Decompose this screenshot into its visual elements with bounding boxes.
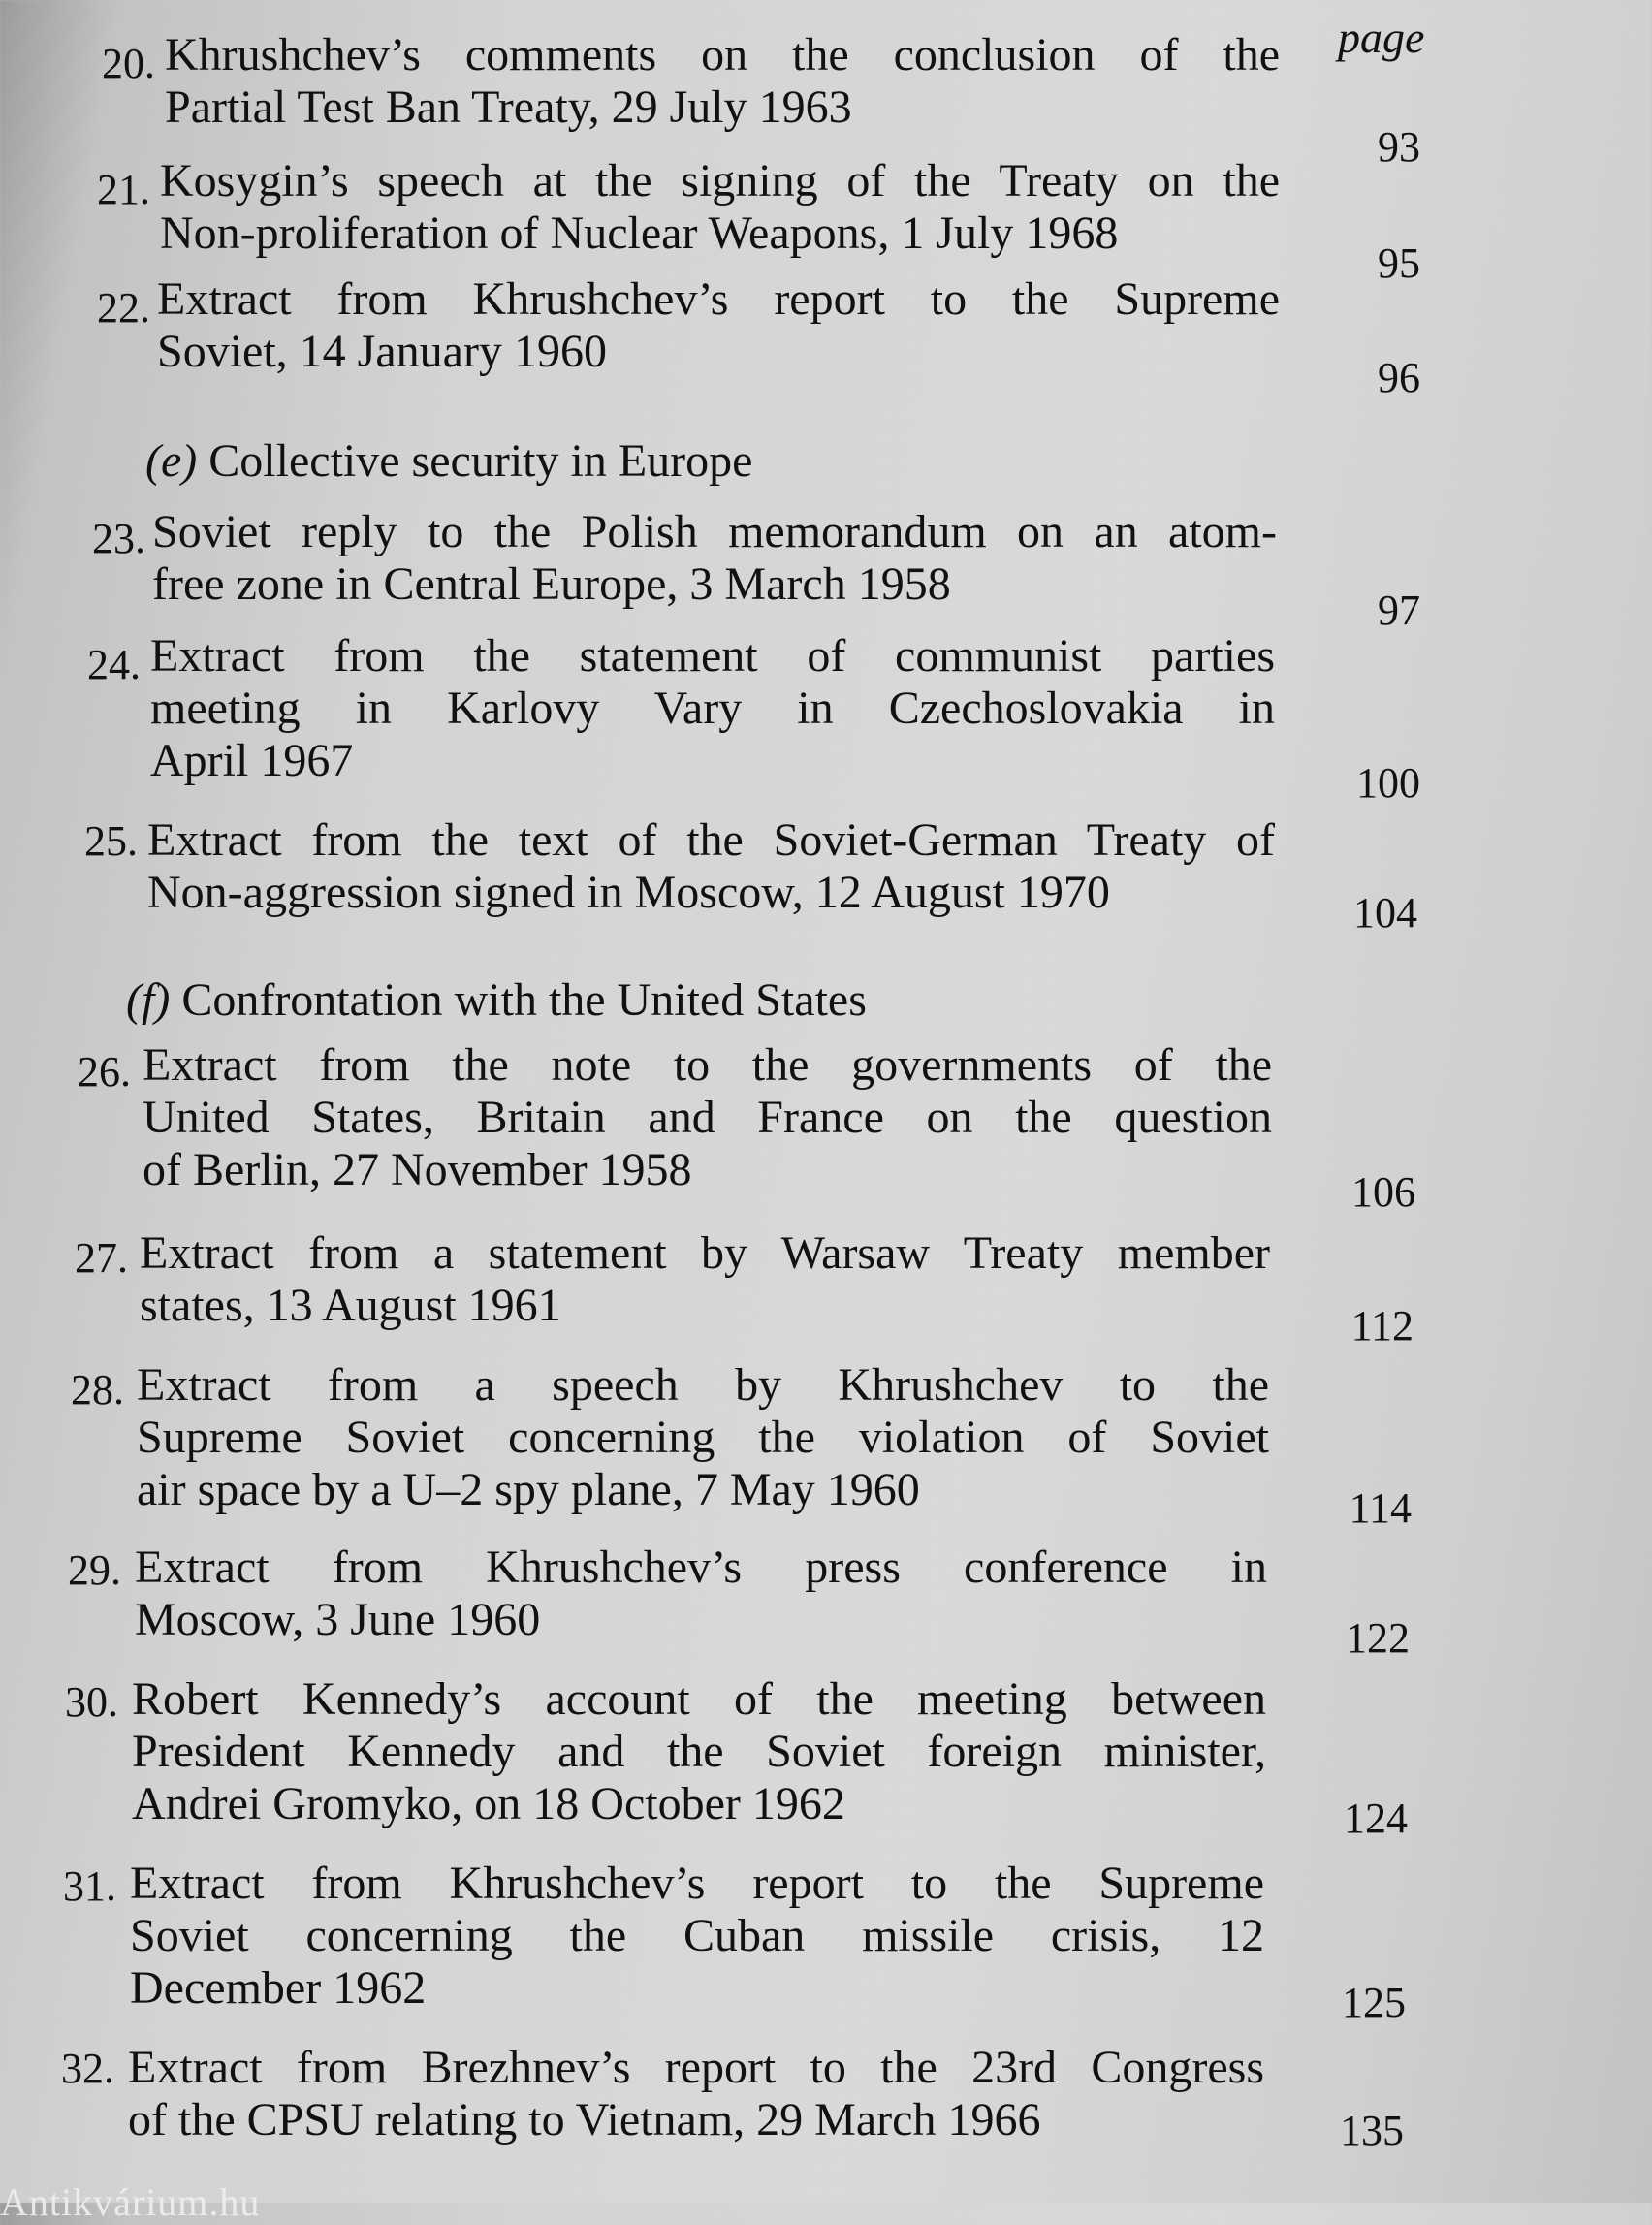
entry-line: Kosygin’s speech at the signing of the Treaty on the xyxy=(160,155,1280,207)
entry-number: 31. xyxy=(63,1862,116,1910)
entry-line: of Berlin, 27 November 1958 xyxy=(143,1144,692,1195)
entry-text xyxy=(147,814,1275,919)
entry-line: Extract from the text of the Soviet-German Treaty of xyxy=(147,814,1275,866)
entry-number: 27. xyxy=(75,1234,128,1282)
entry-number: 32. xyxy=(61,2045,114,2092)
section-letter: (e) xyxy=(145,435,198,487)
entry-text xyxy=(143,1039,1272,1196)
entry-number: 22. xyxy=(97,284,150,332)
entry-text xyxy=(135,1542,1267,1646)
entry-line: Extract from the note to the governments of the xyxy=(143,1039,1272,1091)
entry-text xyxy=(150,630,1275,787)
entry-page-number: 104 xyxy=(1353,889,1417,937)
entry-line: Soviet concerning the Cuban missile crisis, 12 xyxy=(130,1910,1264,1961)
entry-number: 24. xyxy=(87,641,141,688)
entry-text xyxy=(160,155,1280,260)
entry-line: Soviet reply to the Polish memorandum on an atom- xyxy=(152,506,1277,557)
entry-page-number: 124 xyxy=(1344,1795,1408,1842)
entry-page-number: 112 xyxy=(1350,1302,1414,1350)
entry-line: Extract from Khrushchev’s report to the Supreme xyxy=(130,1858,1264,1909)
entry-number: 25. xyxy=(84,817,138,865)
entry-line: April 1967 xyxy=(150,735,354,786)
entry-text xyxy=(132,1673,1266,1830)
entry-page-number: 100 xyxy=(1356,759,1420,807)
entry-text xyxy=(152,506,1277,611)
entry-number: 29. xyxy=(68,1546,121,1594)
section-heading-f xyxy=(126,973,867,1027)
entry-page-number: 125 xyxy=(1342,1979,1406,2026)
entry-text xyxy=(128,2042,1264,2146)
entry-line: states, 13 August 1961 xyxy=(140,1280,561,1331)
entry-line: Supreme Soviet concerning the violation of Soviet xyxy=(137,1412,1269,1463)
entry-line: Partial Test Ban Treaty, 29 July 1963 xyxy=(165,81,852,133)
entry-line: Extract from a speech by Khrushchev to the xyxy=(137,1359,1269,1411)
entry-line: Moscow, 3 June 1960 xyxy=(135,1594,541,1645)
section-title: Collective security in Europe xyxy=(208,435,753,487)
entry-number: 20. xyxy=(102,40,155,87)
entry-line: meeting in Karlovy Vary in Czechoslovakia in xyxy=(150,683,1275,734)
entry-line: December 1962 xyxy=(130,1962,427,2014)
entry-number: 26. xyxy=(78,1048,131,1096)
entry-number: 28. xyxy=(71,1366,124,1414)
entry-line: of the CPSU relating to Vietnam, 29 March 1966 xyxy=(128,2094,1041,2146)
entry-number: 30. xyxy=(65,1678,118,1726)
section-heading-e xyxy=(145,434,752,488)
entry-line: Extract from a statement by Warsaw Treaty member xyxy=(140,1227,1270,1279)
entry-number: 23. xyxy=(92,515,145,562)
entry-line: Extract from Khrushchev’s report to the Supreme xyxy=(157,273,1280,325)
entry-line: Non-proliferation of Nuclear Weapons, 1 July 1968 xyxy=(160,207,1119,259)
entry-line: Khrushchev’s comments on the conclusion of the xyxy=(165,29,1280,80)
section-letter: (f) xyxy=(126,974,171,1026)
entry-text xyxy=(157,273,1280,378)
entry-line: Andrei Gromyko, on 18 October 1962 xyxy=(132,1778,845,1829)
entry-line: President Kennedy and the Soviet foreign minister, xyxy=(132,1726,1266,1777)
entry-page-number: 114 xyxy=(1349,1484,1412,1532)
entry-line: free zone in Central Europe, 3 March 1958 xyxy=(152,558,951,610)
entry-line: Extract from Brezhnev’s report to the 23rd Congress xyxy=(128,2042,1264,2093)
entry-line: Soviet, 14 January 1960 xyxy=(157,326,607,377)
entry-text xyxy=(165,29,1280,134)
entry-page-number: 106 xyxy=(1351,1168,1415,1216)
page-column-header: page xyxy=(1338,13,1425,62)
entry-line: Extract from the statement of communist parties xyxy=(150,630,1275,682)
entry-line: United States, Britain and France on the question xyxy=(143,1092,1272,1143)
entry-page-number: 93 xyxy=(1378,123,1420,171)
entry-line: Extract from Khrushchev’s press conference in xyxy=(135,1542,1267,1593)
entry-page-number: 135 xyxy=(1340,2107,1404,2154)
entry-page-number: 97 xyxy=(1378,587,1420,634)
entry-line: Robert Kennedy’s account of the meeting between xyxy=(132,1673,1266,1725)
entry-page-number: 95 xyxy=(1378,239,1420,287)
entry-text xyxy=(130,1858,1264,2015)
entry-number: 21. xyxy=(97,166,150,213)
entry-page-number: 122 xyxy=(1346,1614,1410,1662)
entry-text xyxy=(137,1359,1269,1516)
entry-text xyxy=(140,1227,1270,1332)
watermark: Antikvárium.hu xyxy=(0,2180,261,2224)
entry-page-number: 96 xyxy=(1378,354,1420,401)
entry-line: Non-aggression signed in Moscow, 12 August 1970 xyxy=(147,867,1110,918)
section-title: Confrontation with the United States xyxy=(181,974,867,1026)
entry-line: air space by a U–2 spy plane, 7 May 1960 xyxy=(137,1464,920,1515)
